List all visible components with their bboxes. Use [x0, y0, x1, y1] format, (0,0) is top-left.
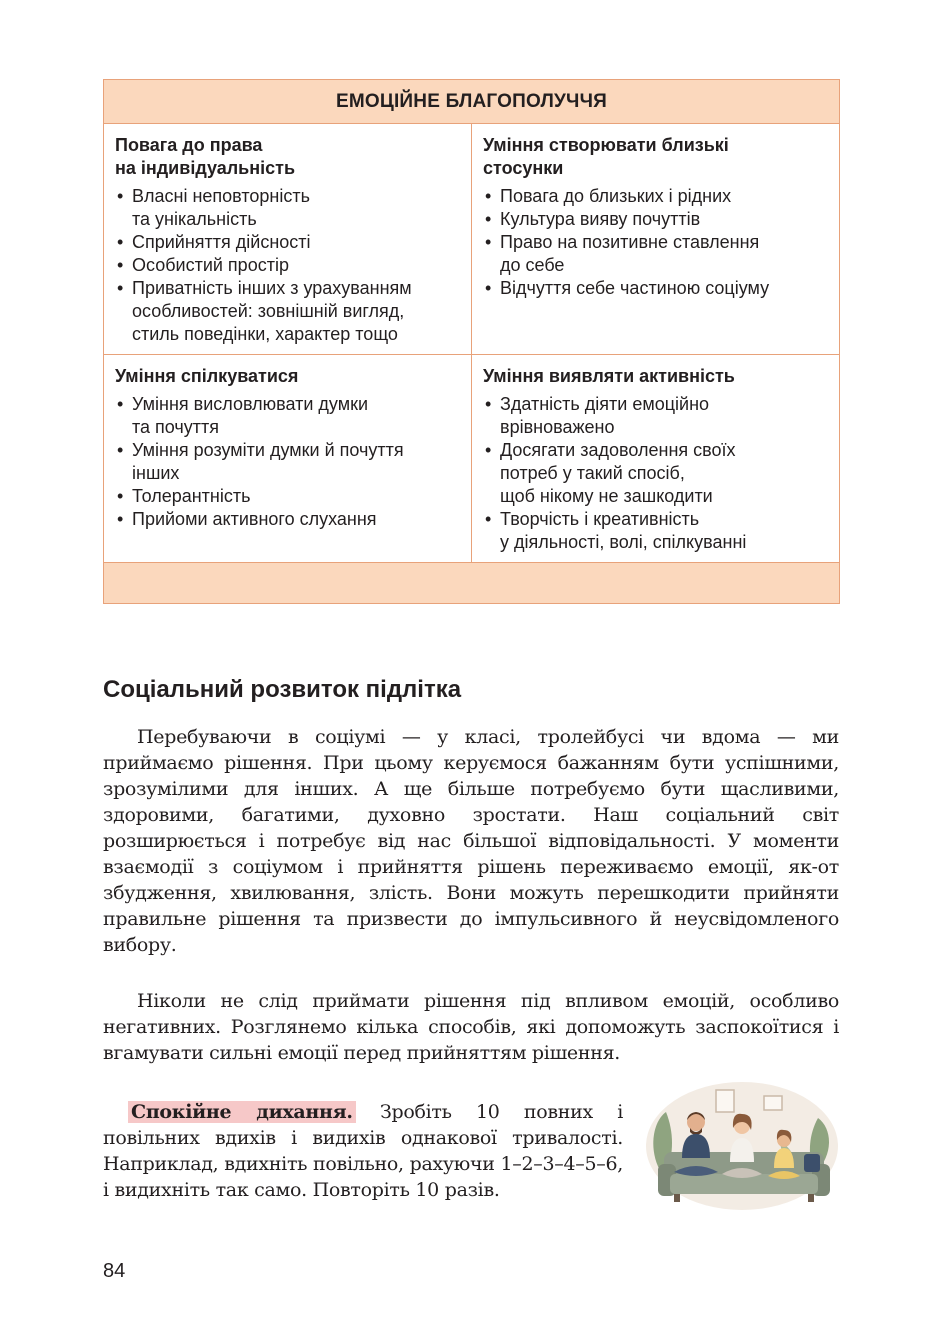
list-item: • Власні неповторність та унікальність [115, 185, 461, 231]
highlighted-term: Спокійне дихання. [128, 1101, 356, 1123]
list-item: • Повага до близьких і рідних [483, 185, 829, 208]
list-item: • Особистий простір [115, 254, 461, 277]
page-number: 84 [103, 1260, 126, 1282]
list-item: • Творчість і креативність у діяльності, волі, спілкуванні [483, 508, 829, 554]
bullet-list [115, 393, 461, 531]
table-row [104, 355, 839, 563]
table-cell-close-relationships [472, 124, 839, 354]
list-item: • Приватність інших з урахуванням особливостей: зовнішній вигляд, стиль поведінки, характер тощо [115, 277, 461, 346]
table-row [104, 124, 839, 355]
list-item: • Толерантність [115, 485, 461, 508]
paragraph: Перебуваючи в соціумі — у класі, тролейбусі чи вдома — ми приймаємо рішення. При цьому керуємося бажанням бути успішними, зрозумілими для інших. А ще більше потребуємо бути щасливими, здоровими, багатими, духовно зростати. Наш соціальний світ розширюється і потребує від нас більшої відповідальності. У моменти взаємодії з соціумом і прийняття рішень переживаємо емоції, як-от збудження, хвилювання, злість. Вони можуть перешкодити прийняти правильне рішення та призвести до імпульсивного й неусвідомленого вибору. [103, 726, 839, 956]
list-item: • Прийоми активного слухання [115, 508, 461, 531]
cell-title: Повага до права на індивідуальність [115, 135, 296, 178]
list-item: • Культура вияву почуттів [483, 208, 829, 231]
cell-title: Уміння виявляти активність [483, 366, 735, 386]
bullet-list [115, 185, 461, 346]
list-item: • Право на позитивне ставлення до себе [483, 231, 829, 277]
list-item: • Відчуття себе частиною соціуму [483, 277, 829, 300]
list-item: • Уміння розуміти думки й почуття інших [115, 439, 461, 485]
table-cell-communication [104, 355, 472, 562]
table-cell-activity [472, 355, 839, 562]
family-meditating-on-sofa-icon [644, 1082, 840, 1214]
table-cell-individuality [104, 124, 472, 354]
family-meditating-illustration [644, 1082, 840, 1214]
emotional-wellbeing-table [103, 79, 840, 604]
calm-breathing-paragraph [103, 1099, 623, 1203]
bullet-list [483, 185, 829, 300]
cell-title: Уміння створювати близькі стосунки [483, 135, 729, 178]
section-title: Соціальний розвиток підлітка [103, 676, 462, 703]
list-item: • Здатність діяти емоційно врівноважено [483, 393, 829, 439]
paragraph: Ніколи не слід приймати рішення під впливом емоцій, особливо негативних. Розглянемо кілька способів, які допоможуть заспокоїтися і вгамувати сильні емоції перед прийняттям рішення. [103, 990, 839, 1064]
table-footer [104, 563, 839, 603]
list-item: • Сприйняття дійсності [115, 231, 461, 254]
paragraph-text: Зробіть 10 повних і повільних вдихів і видихів однакової тривалості. Наприклад, вдихніть повільно, рахуючи 1–2–3–4–5–6, і видихніть так само. Повторіть 10 разів. [103, 1101, 623, 1201]
list-item: • Уміння висловлювати думки та почуття [115, 393, 461, 439]
cell-title: Уміння спілкуватися [115, 366, 299, 386]
list-item: • Досягати задоволення своїх потреб у такий спосіб, щоб нікому не зашкодити [483, 439, 829, 508]
bullet-list [483, 393, 829, 554]
table-header: ЕМОЦІЙНЕ БЛАГОПОЛУЧЧЯ [104, 80, 839, 124]
